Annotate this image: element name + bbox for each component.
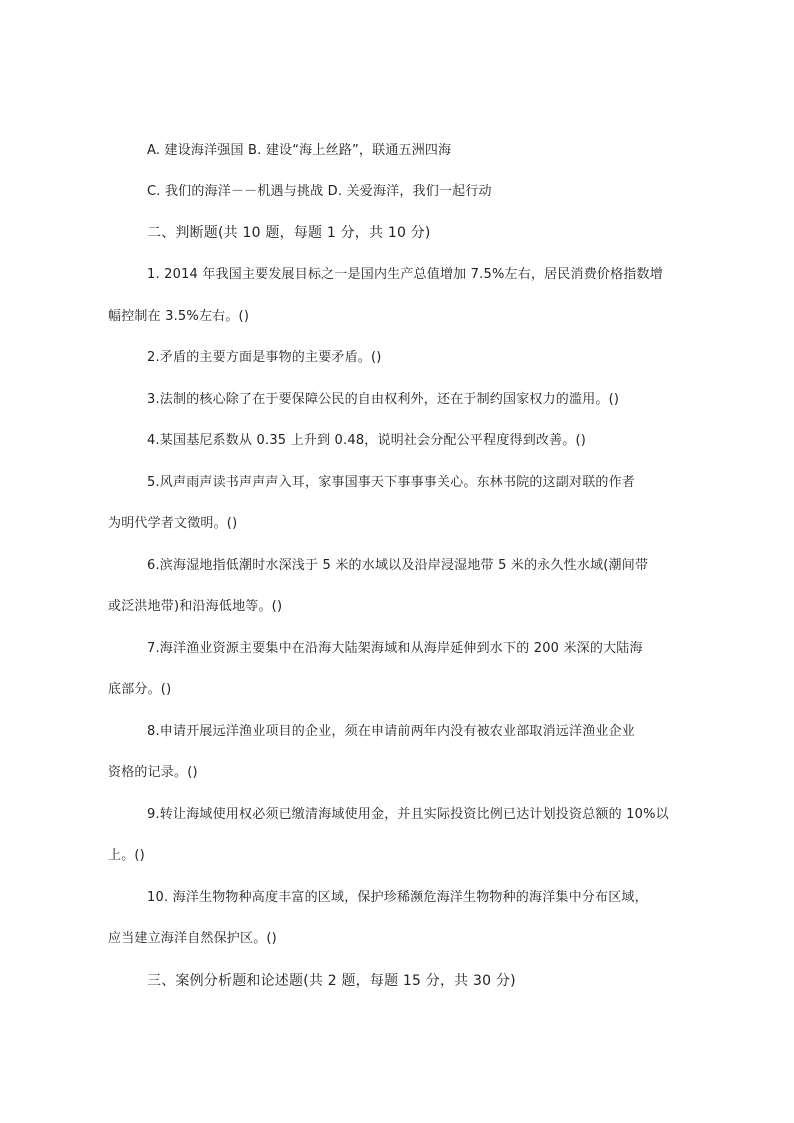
question-4: 4.某国基尼系数从 0.35 上升到 0.48，说明社会分配公平程度得到改善。() <box>147 433 587 448</box>
question-3: 3.法制的核心除了在于要保障公民的自由权利外，还在于制约国家权力的滥用。() <box>147 392 620 407</box>
section-heading-case-analysis: 三、案例分析题和论述题(共 2 题，每题 15 分，共 30 分) <box>147 973 516 989</box>
question-7-line-2: 底部分。() <box>108 682 172 697</box>
question-9-line-2: 上。() <box>108 848 145 863</box>
question-1-line-1: 1. 2014 年我国主要发展目标之一是国内生产总值增加 7.5%左右，居民消费价格指数增 <box>147 267 663 282</box>
section-heading-true-false: 二、判断题(共 10 题，每题 1 分，共 10 分) <box>147 225 431 241</box>
question-10-line-2: 应当建立海洋自然保护区。() <box>108 931 277 946</box>
question-5-line-2: 为明代学者文徵明。() <box>108 516 238 531</box>
question-10-line-1: 10. 海洋生物物种高度丰富的区域，保护珍稀濒危海洋生物物种的海洋集中分布区域， <box>147 890 648 905</box>
question-7-line-1: 7.海洋渔业资源主要集中在沿海大陆架海域和从海岸延伸到水下的 200 米深的大陆海 <box>147 641 643 656</box>
question-8-line-1: 8.申请开展远洋渔业项目的企业，须在申请前两年内没有被农业部取消远洋渔业企业 <box>147 724 636 739</box>
question-8-line-2: 资格的记录。() <box>108 765 198 780</box>
option-line-cd: C. 我们的海洋－－机遇与挑战 D. 关爱海洋，我们一起行动 <box>147 184 492 199</box>
question-6-line-2: 或泛洪地带)和沿海低地等。() <box>108 599 283 614</box>
question-9-line-1: 9.转让海域使用权必须已缴清海域使用金，并且实际投资比例已达计划投资总额的 10%以 <box>147 807 669 822</box>
option-line-ab: A. 建设海洋强国 B. 建设“海上丝路”，联通五洲四海 <box>147 143 452 158</box>
question-2: 2.矛盾的主要方面是事物的主要矛盾。() <box>147 350 382 365</box>
question-1-line-2: 幅控制在 3.5%左右。() <box>108 309 250 324</box>
question-5-line-1: 5.风声雨声读书声声声入耳，家事国事天下事事事关心。东林书院的这副对联的作者 <box>147 475 636 490</box>
question-6-line-1: 6.滨海湿地指低潮时水深浅于 5 米的水域以及沿岸浸湿地带 5 米的永久性水域(潮间带 <box>147 558 649 573</box>
